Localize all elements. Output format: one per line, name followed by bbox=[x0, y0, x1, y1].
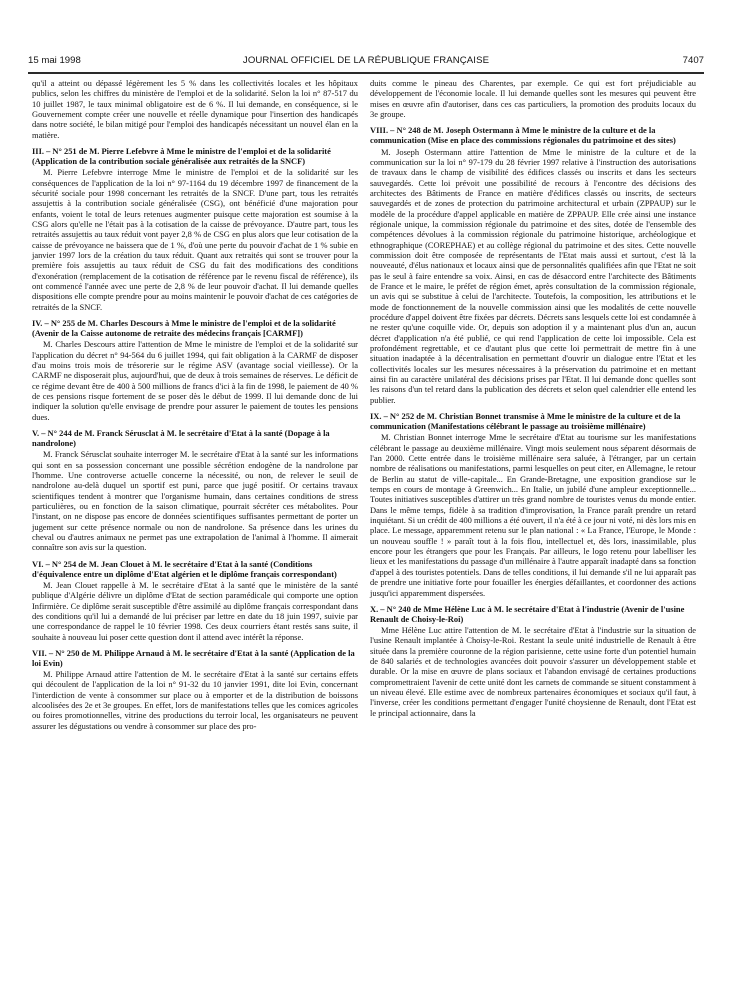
continued-paragraph: duits comme le pineau des Charentes, par exemple. Ce qui est fort préjudiciable au développement de l'économie locale. Il lui demande quelles sont les mesures qui peuvent être mises en œuvre afin d'autoriser, dans ces cas particuliers, la promotion des produits locaux du 3e groupe. bbox=[370, 78, 696, 120]
question-body: M. Pierre Lefebvre interroge Mme le ministre de l'emploi et de la solidarité sur les conséquences de l'application de la loi n° 97-1164 du 19 décembre 1997 de financement de la sécurité sociale pour 1998 concernant les retraités de la SNCF. D'une part, tous les retraités assujettis à la contribution sociale généralisée (CSG), ont bénéficié d'une majoration pour enfants, voient le total de leurs retenues augmenter puisque cette majoration est soumise à la CSG alors qu'elle ne l'était pas à la cotisation de la caisse de prévoyance. D'autre part, tous les retraités assujettis au taux réduit vont payer 2,8 % de CSG en plus alors que leur cotisation de la caisse de prévoyance ne baissera que de 1 %, d'où une perte du pouvoir d'achat de 1 % subie en janvier 1997 lors de la création du taux réduit. Quant aux retraités qui sont se trouver pour la première fois assujettis au taux réduit de CSG du fait des modifications des conditions d'exonération (remplacement de la cotisation de référence par le revenu fiscal de référence), ils ont commencé l'année avec une perte de 2,8 % de leur pouvoir d'achat. Il lui demande quelles dispositions elle compte prendre pour au moins maintenir le pouvoir d'achat de ces catégories de retraités de la SNCF. bbox=[32, 167, 358, 312]
question-heading: VIII. – N° 248 de M. Joseph Ostermann à Mme le ministre de la culture et de la communication (Mise en place des commissions régionales du patrimoine et des sites) bbox=[370, 125, 676, 146]
right-column bbox=[370, 78, 696, 718]
question-248 bbox=[370, 125, 696, 405]
question-254 bbox=[32, 559, 358, 642]
question-body: M. Jean Clouet rappelle à M. le secrétaire d'Etat à la santé que le ministère de la santé publique d'Algérie délivre un diplôme d'Etat de section paramédicale qui comporte une option Infirmière. Ce diplôme serait susceptible d'être assimilé au diplôme français correspondant dans des conditions qu'il lui a demandé de lui préciser par lettre en date du 18 juin 1997, suivie par une correspondance de rappel le 10 février 1998. Ces deux courriers étant restés sans suite, il souhaite à nouveau lui poser cette question dont il attend avec intérêt la réponse. bbox=[32, 579, 358, 642]
header-rule bbox=[28, 72, 704, 74]
question-body: M. Christian Bonnet interroge Mme le secrétaire d'Etat au tourisme sur les manifestations célébrant le passage au deuxième millénaire. Vingt mois seulement nous séparent désormais de l'an 2000. Cette entrée dans le troisième millénaire sera saluée, à l'étranger, par un certain nombre de réalisations ou manifestations, parmi lesquelles on peut citer, en Allemagne, le retour de Berlin au statut de ville-capitale... En Grande-Bretagne, une exposition grandiose sur le temps en cours de montage à Greenwich... En Italie, un jubilé d'une ampleur exceptionnelle... Toutes initiatives susceptibles d'attirer un très grand nombre de touristes venus du monde entier. Dans le même temps, fidèle à sa tradition d'improvisation, la France paraît prendre un retard inquiétant. Si un crédit de 400 millions a été ouvert, il n'a été à ce jour ni voté, ni dès lors mis en place. Le message, apparemment retenu sur le plan national : « La France, l'Europe, le Monde : un nouveau souffle ! » paraît tout à la fois flou, intellectuel et, dès lors, inassimilable, plus encore pour les étrangers que pour les Français. Par ailleurs, le logo retenu pour labelliser les lieux et les manifestations du passage d'un millénaire à l'autre apparaît inadapté dans sa fonction d'appel à des touristes potentiels. Dans de telles conditions, il lui demande s'il ne lui apparaît pas de prendre une initiative forte pour fouailler les énergies défaillantes, et coordonner des actions jusqu'ici apparemment dispersées. bbox=[370, 432, 696, 598]
question-heading: VI. – N° 254 de M. Jean Clouet à M. le secrétaire d'Etat à la santé (Conditions d'équivalence entre un diplôme d'Etat algérien et le diplôme français correspondant) bbox=[32, 558, 337, 579]
page-number: 7407 bbox=[682, 55, 704, 66]
question-heading: IX. – N° 252 de M. Christian Bonnet transmise à Mme le ministre de la culture et de la communication (Manifestations célébrant le passage au troisième millénaire) bbox=[370, 411, 681, 432]
question-heading: V. – N° 244 de M. Franck Sérusclat à M. le secrétaire d'Etat à la santé (Dopage à la nandrolone) bbox=[32, 428, 330, 449]
question-body: Mme Hélène Luc attire l'attention de M. le secrétaire d'Etat à l'industrie sur la situation de l'usine Renault implantée à Choisy-le-Roi. Restant la seule unité industrielle de Renault à être située dans la première couronne de la région parisienne, cette usine forte d'un potentiel humain de 840 salariés et de technologies avancées doit pouvoir s'assurer un développement stable et durable. Or la mise en œuvre de plans sociaux et l'abandon envisagé de certaines productions compromettraient l'avenir de cette unité dont les carnets de commande se situent constamment à un niveau élevé. Elle estime avec de nombreux partenaires économiques et sociaux qu'il faut, à l'inverse, créer les conditions permettant d'engager l'unité choysienne de Renault, dont l'Etat est le principal actionnaire, dans la bbox=[370, 625, 696, 718]
question-body: M. Philippe Arnaud attire l'attention de M. le secrétaire d'Etat à la santé sur certains effets qui découlent de l'application de la loi n° 91-32 du 10 janvier 1991, dite loi Evin, concernant l'interdiction de vente à consommer sur place ou à emporter et de la distribution de boissons alcoolisées des 2e et 3e groupes. En effet, lors de manifestations telles que les comices agricoles ou foires promotionnelles, vitrine des productions du terroir local, les organisateurs ne peuvent assurer les dégustations ou vendre à consommer sur place des pro- bbox=[32, 669, 358, 731]
left-column bbox=[32, 78, 358, 731]
question-250 bbox=[32, 648, 358, 731]
question-255 bbox=[32, 318, 358, 422]
question-heading: X. – N° 240 de Mme Hélène Luc à M. le secrétaire d'Etat à l'industrie (Avenir de l'usine Renault de Choisy-le-Roi) bbox=[370, 603, 685, 624]
question-heading: VII. – N° 250 de M. Philippe Arnaud à M. le secrétaire d'Etat à la santé (Application de la loi Evin) bbox=[32, 647, 355, 668]
publication-date: 15 mai 1998 bbox=[28, 55, 81, 66]
question-251 bbox=[32, 146, 358, 312]
question-body: M. Joseph Ostermann attire l'attention de Mme le ministre de la culture et de la communication sur la loi n° 97-179 du 28 février 1997 relative à l'instruction des autorisations de travaux dans le champ de visibilité des édifices classés ou inscrits et dans les secteurs sauvegardés. Cette loi prévoit une possibilité de recours à l'encontre des décisions des architectes des Bâtiments de France en matière d'édifices classés ou inscrits, de secteurs sauvegardés et de zones de protection du patrimoine architectural et urbain (ZPPAUP) sur le modèle de la procédure d'appel applicable en matière de ZPPAUP. Elle crée ainsi une instance régionale unique, la commission régionale du patrimoine et des sites, dotée de l'ensemble des compétences dévolues à la commission régionale du patrimoine historique, archéologique et ethnographique (COREPHAE) et au collège régional du patrimoine et des sites. Cette nouvelle commission doit être composée de représentants de l'Etat mais aussi et surtout, c'est là la nouveauté, d'élus nationaux et locaux ainsi que de personnalités qualifiées afin que l'Etat ne soit pas le seul à faire entendre sa voix. Ainsi, en cas de désaccord entre l'architecte des Bâtiments de France et le maire, le préfet de région émet, après consultation de la commission régionale, un avis qui se substitue à celui de l'architecte. Toutefois, la composition, les attributions et le mode de fonctionnement de la nouvelle commission ainsi que les modalités de cette nouvelle procédure d'appel doivent être fixées par décrets. Décrets sans lesquels cette loi est condamnée à ne rester qu'une coquille vide. Or, depuis son adoption il y a maintenant plus d'un an, aucun décret d'application n'a été publié, ce qui rend l'application de cette loi impossible. Cela est profondément regrettable, et ce d'autant plus que cette loi permettrait de mettre fin à une situation inadaptée à la décentralisation en permettant d'ouvrir un dialogue entre l'Etat et les collectivités locales sur les mesures nécessaires à la préservation du patrimoine et en mettant ainsi fin au caractère unilatéral des décisions prises par l'Etat. Il lui demande donc quelles sont les raisons d'un tel retard dans la publication des décrets et selon quel calendrier elle entend les publier. bbox=[370, 146, 696, 405]
journal-title: JOURNAL OFFICIEL DE LA RÉPUBLIQUE FRANÇAISE bbox=[242, 55, 490, 66]
page-header bbox=[28, 55, 704, 71]
question-body: M. Franck Sérusclat souhaite interroger M. le secrétaire d'Etat à la santé sur les informations qui sont en sa possession concernant une possible sécrétion endogène de la nandrolone par l'homme. Une controverse actuelle concerne la nécessité, ou non, de relever le seuil de nandrolone au-delà duquel un sportif est puni, parce que jugé positif. Or certains travaux scientifiques tendent à montrer que l'organisme humain, dans certaines conditions de stress particulières, ou en fonction de la saison climatique, pourrait sécréter ces métabolites. Pour l'instant, on ne dispose pas encore de données scientifiques suffisantes permettant de porter un jugement sur cette présence normale ou non de nandrolone. Sa présence dans les urines du cheval ou d'autres animaux ne permet pas une extrapolation de l'animal à l'homme. Il aimerait connaître son avis sur la question. bbox=[32, 449, 358, 553]
question-240 bbox=[370, 604, 696, 718]
question-heading: III. – N° 251 de M. Pierre Lefebvre à Mme le ministre de l'emploi et de la solidarité (Application de la contribution sociale généralisée aux retraités de la SNCF) bbox=[32, 146, 331, 167]
question-body: M. Charles Descours attire l'attention de Mme le ministre de l'emploi et de la solidarité sur l'application du décret n° 94-564 du 6 juillet 1994, qui fait obligation à la CARMF de disposer d'au moins trois mois de trésorerie sur le régime ASV (avantage social vieillesse). Or la CARMF ne disposerait plus, aujourd'hui, que de deux à trois semaines de réserves. Le déficit de ce régime devant être de 400 à 500 millions de francs d'ici à la fin de 1998, le paiement de 40 % de ces pensions risque fortement de se poser dès le début de 1999. Il lui demande donc de lui indiquer la solution qu'elle envisage de prendre pour assurer le paiement de toutes les pensions dues. bbox=[32, 339, 358, 422]
question-252 bbox=[370, 411, 696, 598]
question-244 bbox=[32, 428, 358, 553]
question-heading: IV. – N° 255 de M. Charles Descours à Mme le ministre de l'emploi et de la solidarité (Avenir de la Caisse autonome de retraite des médecins français [CARMF]) bbox=[32, 318, 336, 339]
continued-paragraph: qu'il a atteint ou dépassé légèrement les 5 % dans les collectivités locales et les hôpitaux publics, selon les chiffres du ministère de l'emploi et de la solidarité. Selon la loi n° 87-517 du 10 juillet 1987, le taux minimal obligatoire est de 6 %. Il lui demande, en conséquence, si le Gouvernement compte créer une nouvelle et réelle dynamique pour l'insertion des handicapés dans notre société, le bilan mitigé pour l'emploi des handicapés nécessitant un nouvel élan en la matière. bbox=[32, 78, 358, 140]
